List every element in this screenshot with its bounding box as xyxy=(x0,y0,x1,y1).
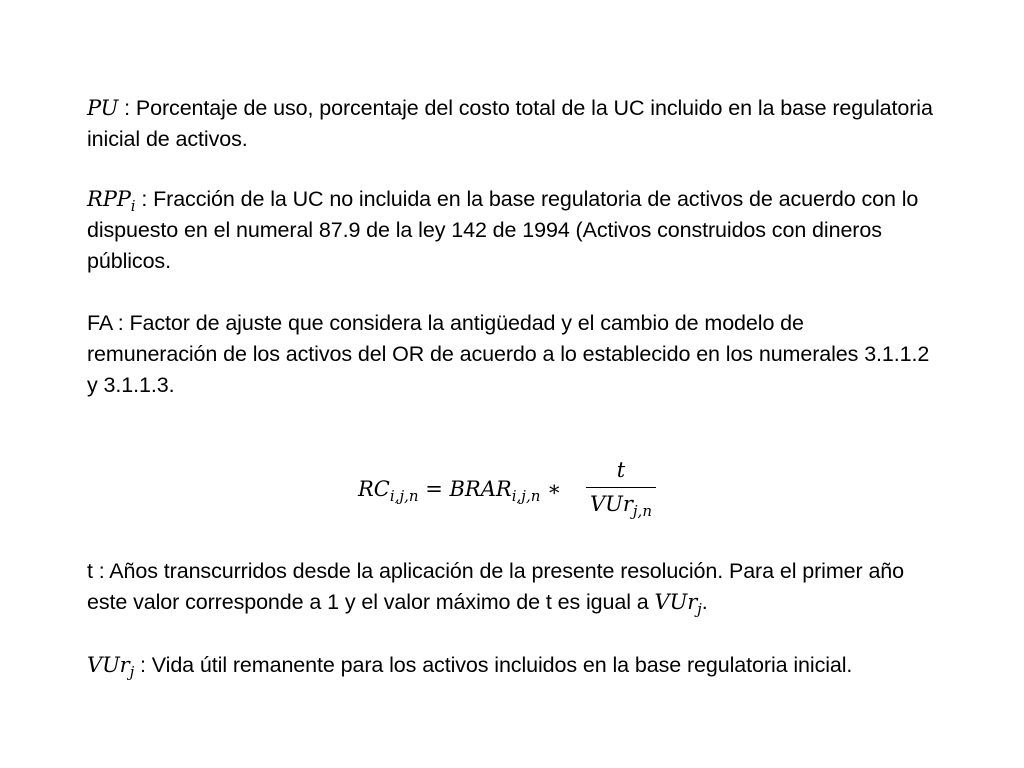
formula-denominator xyxy=(586,490,656,518)
fraction-bar xyxy=(586,487,656,488)
symbol-rpp-subscript: i xyxy=(130,197,136,215)
definition-fa xyxy=(87,308,937,401)
symbol-rpp xyxy=(87,187,136,215)
symbol-vur-inline-subscript: j xyxy=(697,600,702,618)
formula-equals: = xyxy=(418,477,450,501)
formula-brar-symbol: BRAR xyxy=(449,477,512,501)
formula-left-side xyxy=(358,477,562,505)
formula-vur-subscript: j,n xyxy=(632,502,652,520)
symbol-rpp-base: RPP xyxy=(87,187,131,211)
definition-vur xyxy=(87,650,937,681)
symbol-vur-subscript: j xyxy=(129,663,135,681)
formula-rc-subscript: i,j,n xyxy=(389,487,419,505)
formula-brar-subscript: i,j,n xyxy=(511,487,541,505)
symbol-vur-inline-base: VUr xyxy=(654,590,698,614)
definition-t xyxy=(87,556,937,618)
symbol-pu: PU xyxy=(87,96,119,120)
definition-t-text: t : Años transcurridos desde la aplicación de la presente resolución. Para el primer año este valor corresponde a 1 y el valor máximo de t es igual a xyxy=(87,559,905,614)
formula-fraction xyxy=(586,455,656,518)
symbol-vur-inline xyxy=(654,590,702,618)
formula-vur-symbol: VUr xyxy=(590,492,633,516)
definition-t-end: . xyxy=(701,590,708,614)
definition-rpp-text: : Fracción de la UC no incluida en la base regulatoria de activos de acuerdo con lo dispuesto en el numeral 87.9 de la ley 142 de 1994 (Activos construidos con dineros públicos. xyxy=(87,187,919,273)
formula-rc xyxy=(358,455,678,525)
formula-numerator: t xyxy=(616,458,626,482)
definition-pu-text: : Porcentaje de uso, porcentaje del costo total de la UC incluido en la base regulatoria inicial de activos. xyxy=(87,96,933,151)
definition-pu xyxy=(87,93,937,155)
symbol-vur-base: VUr xyxy=(87,653,130,677)
formula-rc-symbol: RC xyxy=(358,477,390,501)
definition-rpp xyxy=(87,184,937,277)
symbol-vur xyxy=(87,653,135,681)
formula-times: ∗ xyxy=(540,477,562,501)
definition-fa-text: FA : Factor de ajuste que considera la antigüedad y el cambio de modelo de remuneración de los activos del OR de acuerdo a lo establecido en los numerales 3.1.1.2 y 3.1.1.3. xyxy=(87,311,930,397)
definition-vur-text: : Vida útil remanente para los activos incluidos en la base regulatoria inicial. xyxy=(134,653,853,677)
